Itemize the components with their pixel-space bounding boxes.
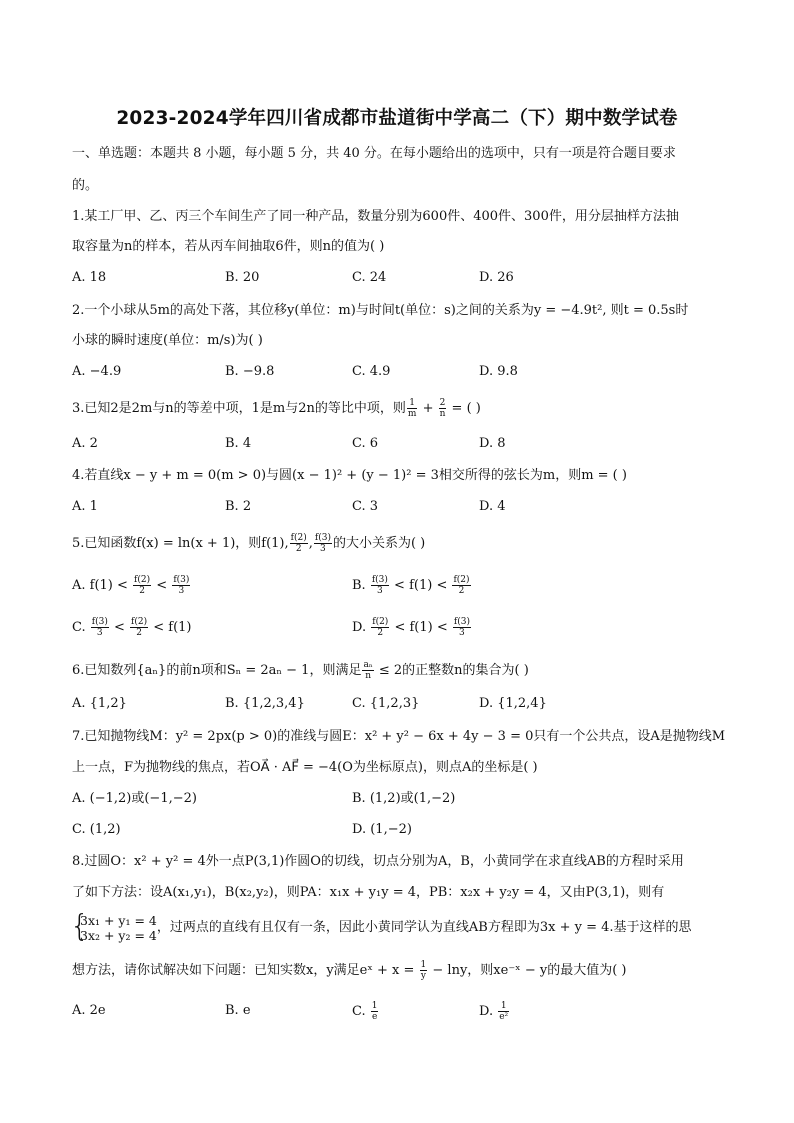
q5-option-c (72, 617, 192, 638)
q5-fraction-a-num: f(2) (290, 533, 307, 543)
q5-option-d-frac2 (453, 617, 471, 638)
q6-text-post: ≤ 2的正整数n的集合为( ) (374, 663, 529, 678)
q8-text-line1: 8.过圆O：x² + y² = 4外一点P(3,1)作圆O的切线，切点分别为A，B，小黄同学在求直线AB的方程时采用 (72, 854, 684, 869)
q2-option-b: B. −9.8 (225, 364, 275, 379)
q5-option-b-frac1 (371, 575, 389, 596)
q8-equation-1: { 3x₁ + y₁ = 4 (80, 912, 157, 928)
q4-option-d: D. 4 (479, 499, 506, 514)
q3-option-a: A. 2 (72, 436, 98, 451)
q5-option-d-frac1-den: 2 (377, 628, 384, 638)
q8-option-d-frac (498, 1001, 509, 1022)
q6-fraction-num: aₙ (363, 660, 373, 670)
q5-option-b-frac2-den: 2 (458, 586, 465, 596)
q4-option-c: C. 3 (352, 499, 379, 514)
q2-text-line2: 小球的瞬时速度(单位：m/s)为( ) (72, 333, 263, 348)
q5-option-d-frac2-num: f(3) (453, 617, 470, 627)
q5-option-c-frac1 (91, 617, 109, 638)
q5-text-post: 的大小关系为( ) (332, 536, 426, 551)
q1-option-d: D. 26 (479, 270, 514, 285)
q5-option-b-pre: B. (352, 578, 370, 593)
q5-option-b-frac2-num: f(2) (453, 575, 470, 585)
q7-option-d: D. (1,−2) (352, 822, 412, 837)
page-title: 2023-2024学年四川省成都市盐道街中学高二（下）期中数学试卷 (116, 108, 678, 129)
q3-fraction-2-den: n (439, 409, 446, 419)
q5-option-c-frac1-num: f(3) (91, 617, 108, 627)
q8-option-c-pre: C. (352, 1004, 370, 1019)
q7-text-line1: 7.已知抛物线M：y² = 2px(p > 0)的准线与圆E：x² + y² − 6x + 4y − 3 = 0只有一个公共点，设A是抛物线M (72, 729, 726, 744)
q5-option-a-frac2-den: 3 (178, 586, 185, 596)
q5-option-c-frac2-den: 2 (136, 628, 142, 638)
q5-option-a-lt: < (152, 578, 172, 593)
q4-text: 4.若直线x − y + m = 0(m > 0)与圆(x − 1)² + (y − 1)² = 3相交所得的弦长为m，则m = ( ) (72, 468, 627, 483)
q3-text-pre: 3.已知2是2m与n的等差中项，1是m与2n的等比中项，则 (72, 401, 406, 416)
q8-option-d-den: e² (499, 1012, 509, 1022)
q7-option-b: B. (1,2)或(1,−2) (352, 791, 456, 806)
q6-text-pre: 6.已知数列{aₙ}的前n项和Sₙ = 2aₙ − 1，则满足 (72, 663, 362, 678)
q5-option-c-mid: < (109, 620, 130, 635)
q2-option-c: C. 4.9 (352, 364, 391, 379)
q8-fraction-den: y (420, 971, 426, 981)
q8-option-d (479, 1001, 510, 1022)
q1-option-c: C. 24 (352, 270, 387, 285)
q8-text-line4 (72, 960, 722, 981)
q6-option-a: A. {1,2} (72, 696, 127, 711)
q5-fraction-b-num: f(3) (314, 533, 331, 543)
q5-option-b-frac1-den: 3 (377, 586, 383, 596)
q5-option-d-frac1 (371, 617, 389, 638)
q5-comma: , (308, 536, 313, 551)
q8-text-line3 (72, 911, 722, 945)
q8-equation-system (72, 913, 157, 943)
q2-option-a: A. −4.9 (72, 364, 122, 379)
q6-text (72, 660, 722, 681)
q3-fraction-1 (407, 398, 418, 419)
q5-option-a (72, 575, 191, 596)
q3-text (72, 398, 722, 419)
q8-option-c-frac (371, 1001, 379, 1022)
q2-text-line1: 2.一个小球从5m的高处下落，其位移y(单位：m)与时间t(单位：s)之间的关系为y = −4.9t², 则t = 0.5s时 (72, 303, 689, 318)
section-heading-line1: 一、单选题：本题共 8 小题，每小题 5 分，共 40 分。在每小题给出的选项中，只有一项是符合题目要求 (72, 146, 676, 161)
q5-option-c-post: < f(1) (149, 620, 192, 635)
q5-option-a-frac1-num: f(2) (134, 575, 151, 585)
q5-option-a-frac2 (172, 575, 190, 596)
section-heading-line2: 的。 (72, 178, 99, 193)
q5-option-c-frac1-den: 3 (96, 628, 103, 638)
q2-option-d: D. 9.8 (479, 364, 518, 379)
q8-fraction-num: 1 (420, 960, 427, 970)
q3-option-c: C. 6 (352, 436, 379, 451)
q5-fraction-a-den: 2 (295, 544, 302, 554)
q5-option-c-frac2-num: f(2) (131, 617, 148, 627)
q4-option-a: A. 1 (72, 499, 98, 514)
q5-option-d-frac2-den: 3 (459, 628, 465, 638)
q5-option-a-frac2-num: f(3) (173, 575, 190, 585)
q5-option-b (352, 575, 472, 596)
q8-text-line4-post: − lny，则xe⁻ˣ − y的最大值为( ) (428, 963, 627, 978)
q3-plus: + (418, 401, 438, 416)
q7-text-line2: 上一点，F为抛物线的焦点，若OA⃗ · AF⃗ = −4(O为坐标原点)，则点A的坐标是( ) (72, 760, 538, 775)
q8-option-c-den: e (371, 1012, 378, 1022)
q5-option-b-frac1-num: f(3) (371, 575, 388, 585)
q3-fraction-1-den: m (407, 409, 417, 419)
q5-option-d (352, 617, 472, 638)
q6-option-b: B. {1,2,3,4} (225, 696, 305, 711)
q1-option-b: B. 20 (225, 270, 260, 285)
q5-option-a-pre: A. f(1) < (72, 578, 133, 593)
q4-option-b: B. 2 (225, 499, 252, 514)
q3-fraction-1-num: 1 (407, 398, 418, 409)
q5-option-b-frac2 (452, 575, 470, 596)
q5-fraction-a (290, 533, 308, 554)
q5-text (72, 533, 722, 554)
q3-fraction-2-num: 2 (439, 398, 446, 408)
q5-option-d-frac1-num: f(2) (372, 617, 389, 627)
q5-option-d-pre: D. (352, 620, 371, 635)
q3-fraction-2 (439, 398, 447, 419)
q8-text-line3-post: ，过两点的直线有且仅有一条，因此小黄同学认为直线AB方程即为3x + y = 4.基于这样的思 (156, 920, 692, 935)
q8-option-d-num: 1 (498, 1001, 509, 1012)
q1-text-line2: 取容量为n的样本，若从丙车间抽取6件，则n的值为( ) (72, 239, 385, 254)
q5-fraction-b (314, 533, 332, 554)
q8-option-c (352, 1001, 379, 1022)
q8-equation-2: 3x₂ + y₂ = 4 (80, 927, 157, 943)
q6-fraction-den: n (365, 671, 371, 681)
q1-text-line1: 1.某工厂甲、乙、丙三个车间生产了同一种产品，数量分别为600件、400件、300件，用分层抽样方法抽 (72, 209, 679, 224)
q5-option-a-frac1 (133, 575, 151, 596)
q5-option-b-mid: < f(1) < (389, 578, 452, 593)
q5-option-a-frac1-den: 2 (139, 586, 145, 596)
q7-option-c: C. (1,2) (72, 822, 121, 837)
q5-fraction-b-den: 3 (320, 544, 326, 554)
q5-option-d-mid: < f(1) < (390, 620, 452, 635)
q3-option-b: B. 4 (225, 436, 252, 451)
q8-option-d-pre: D. (479, 1004, 498, 1019)
q5-option-c-pre: C. (72, 620, 90, 635)
q3-option-d: D. 8 (479, 436, 506, 451)
q8-option-c-num: 1 (371, 1001, 378, 1011)
q5-option-c-frac2 (130, 617, 148, 638)
q8-option-a: A. 2e (72, 1003, 106, 1018)
q8-fraction (420, 960, 428, 981)
q8-text-line4-pre: 想方法，请你试解决如下问题：已知实数x，y满足eˣ + x = (72, 963, 419, 978)
q3-text-post: = ( ) (447, 401, 481, 416)
q5-text-pre: 5.已知函数f(x) = ln(x + 1)，则f(1), (72, 536, 289, 551)
q6-fraction (362, 660, 373, 681)
q8-text-line2: 了如下方法：设A(x₁,y₁)，B(x₂,y₂)，则PA：x₁x + y₁y = 4，PB：x₂x + y₂y = 4，又由P(3,1)，则有 (72, 885, 665, 900)
q6-option-c: C. {1,2,3} (352, 696, 420, 711)
q8-option-b: B. e (225, 1003, 251, 1018)
q7-option-a: A. (−1,2)或(−1,−2) (72, 791, 197, 806)
q6-option-d: D. {1,2,4} (479, 696, 547, 711)
q1-option-a: A. 18 (72, 270, 107, 285)
